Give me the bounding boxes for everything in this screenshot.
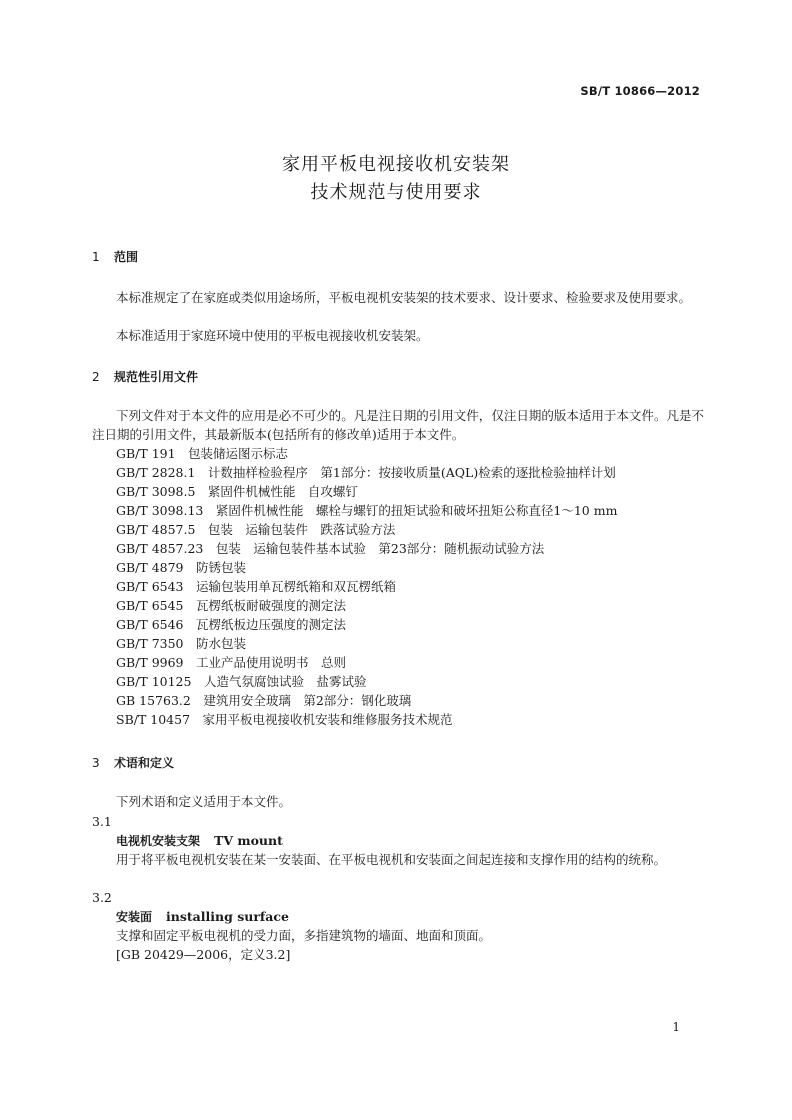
references-intro: 下列文件对于本文件的应用是必不可少的。凡是注日期的引用文件，仅注日期的版本适用于本文件。凡是不注日期的引用文件，其最新版本(包括所有的修改单)适用于本文件。 — [92, 408, 704, 442]
reference-item: GB/T 3098.5 紧固件机械性能 自攻螺钉 — [116, 484, 358, 499]
section-number: 1 — [92, 250, 100, 264]
term-source: [GB 20429—2006，定义3.2] — [116, 947, 291, 962]
reference-item: GB 15763.2 建筑用安全玻璃 第2部分：钢化玻璃 — [116, 693, 412, 708]
standard-number: SB/T 10866—2012 — [580, 84, 700, 98]
reference-item: GB/T 191 包装储运图示标志 — [116, 446, 289, 461]
reference-item: GB/T 9969 工业产品使用说明书 总则 — [116, 655, 347, 670]
term-definition: 支撑和固定平板电视机的受力面，多指建筑物的墙面、地面和顶面。 — [116, 928, 492, 943]
section-title: 规范性引用文件 — [114, 370, 199, 384]
section-title: 术语和定义 — [114, 756, 175, 770]
reference-item: GB/T 6546 瓦楞纸板边压强度的测定法 — [116, 617, 347, 632]
document-title-line2: 技术规范与使用要求 — [310, 182, 482, 203]
section-3-heading — [92, 754, 174, 771]
reference-item: GB/T 4857.5 包装 运输包装件 跌落试验方法 — [116, 522, 396, 537]
document-title-line1: 家用平板电视接收机安装架 — [282, 154, 510, 175]
reference-item: GB/T 3098.13 紧固件机械性能 螺栓与螺钉的扭矩试验和破坏扭矩公称直径1～10 mm — [116, 503, 618, 518]
reference-item: SB/T 10457 家用平板电视接收机安装和维修服务技术规范 — [116, 712, 453, 727]
term-entry — [116, 831, 704, 851]
section-1-heading — [92, 248, 138, 265]
reference-item: GB/T 6543 运输包装用单瓦楞纸箱和双瓦楞纸箱 — [116, 579, 397, 594]
term-english: TV mount — [214, 833, 283, 848]
reference-item: GB/T 2828.1 计数抽样检验程序 第1部分：按接收质量(AQL)检索的逐批检验抽样计划 — [116, 465, 616, 480]
term-chinese: 电视机安装支架 — [116, 834, 201, 848]
scope-paragraph-1: 本标准规定了在家庭或类似用途场所，平板电视机安装架的技术要求、设计要求、检验要求及使用要求。 — [116, 290, 692, 305]
section-title: 范围 — [114, 250, 139, 264]
term-number: 3.1 — [92, 814, 112, 829]
reference-item: GB/T 4879 防锈包装 — [116, 560, 247, 575]
term-entry — [116, 907, 704, 927]
term-number: 3.2 — [92, 890, 112, 905]
terms-intro: 下列术语和定义适用于本文件。 — [116, 794, 292, 809]
scope-paragraph-2: 本标准适用于家庭环境中使用的平板电视接收机安装架。 — [116, 328, 429, 343]
reference-item: GB/T 6545 瓦楞纸板耐破强度的测定法 — [116, 598, 347, 613]
term-chinese: 安装面 — [116, 910, 153, 924]
section-2-heading — [92, 368, 198, 385]
reference-item: GB/T 7350 防水包装 — [116, 636, 247, 651]
reference-item: GB/T 4857.23 包装 运输包装件基本试验 第23部分：随机振动试验方法 — [116, 541, 545, 556]
term-english: installing surface — [166, 909, 289, 924]
reference-item: GB/T 10125 人造气氛腐蚀试验 盐雾试验 — [116, 674, 367, 689]
page-number: 1 — [672, 1020, 680, 1034]
section-number: 2 — [92, 370, 100, 384]
section-number: 3 — [92, 756, 100, 770]
term-definition: 用于将平板电视机安装在某一安装面、在平板电视机和安装面之间起连接和支撑作用的结构的统称。 — [116, 852, 667, 867]
